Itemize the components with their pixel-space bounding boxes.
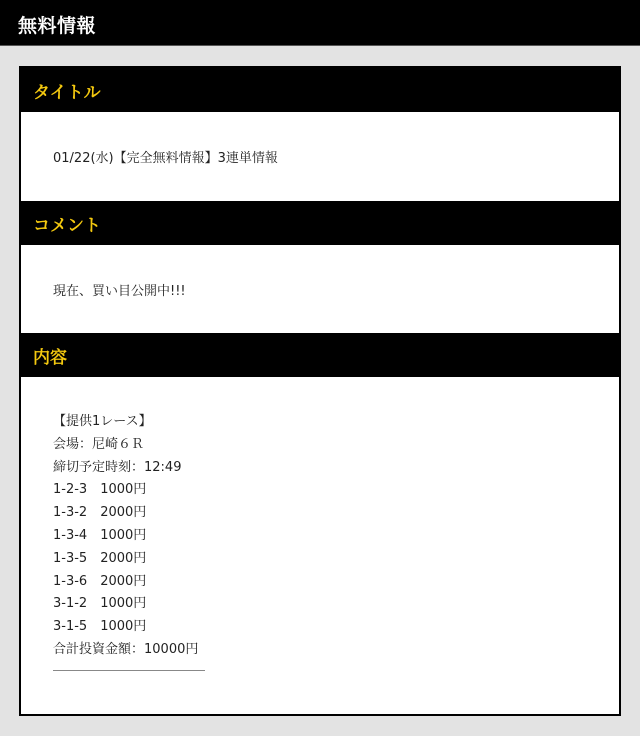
title-section-header [21, 68, 619, 112]
content-line: 合計投資金額：10000円 [53, 641, 199, 657]
title-section-body [21, 112, 619, 199]
content-line: 1-2-3 1000円 [53, 482, 147, 498]
content-line: 1-3-2 2000円 [53, 505, 147, 521]
content-line: 【提供1レース】 [53, 414, 152, 429]
content-line: 1-3-4 1000円 [53, 527, 147, 543]
comment-section-body [21, 245, 619, 331]
title-section-heading: タイトル [33, 83, 101, 103]
content-line: 1-3-6 2000円 [53, 573, 147, 589]
content-line: 会場：尼崎６Ｒ [53, 436, 145, 452]
content-section-heading: 内容 [33, 348, 67, 368]
comment-section-header [21, 201, 619, 245]
content-section-body [21, 377, 619, 714]
content-line: 1-3-5 2000円 [53, 550, 147, 566]
content-lines [53, 411, 198, 662]
comment-text: 現在、買い目公開中!!! [53, 284, 186, 299]
info-card [19, 66, 621, 716]
content-line: 3-1-2 1000円 [53, 596, 147, 612]
page-title: 無料情報 [18, 15, 97, 37]
comment-section-heading: コメント [33, 216, 101, 236]
content-section-header [21, 333, 619, 377]
content-divider [53, 670, 205, 671]
title-text: 01/22(水)【完全無料情報】3連単情報 [53, 151, 278, 166]
page-header [0, 0, 640, 46]
content-line: 締切予定時刻：12:49 [53, 459, 182, 475]
content-line: 3-1-5 1000円 [53, 619, 147, 635]
